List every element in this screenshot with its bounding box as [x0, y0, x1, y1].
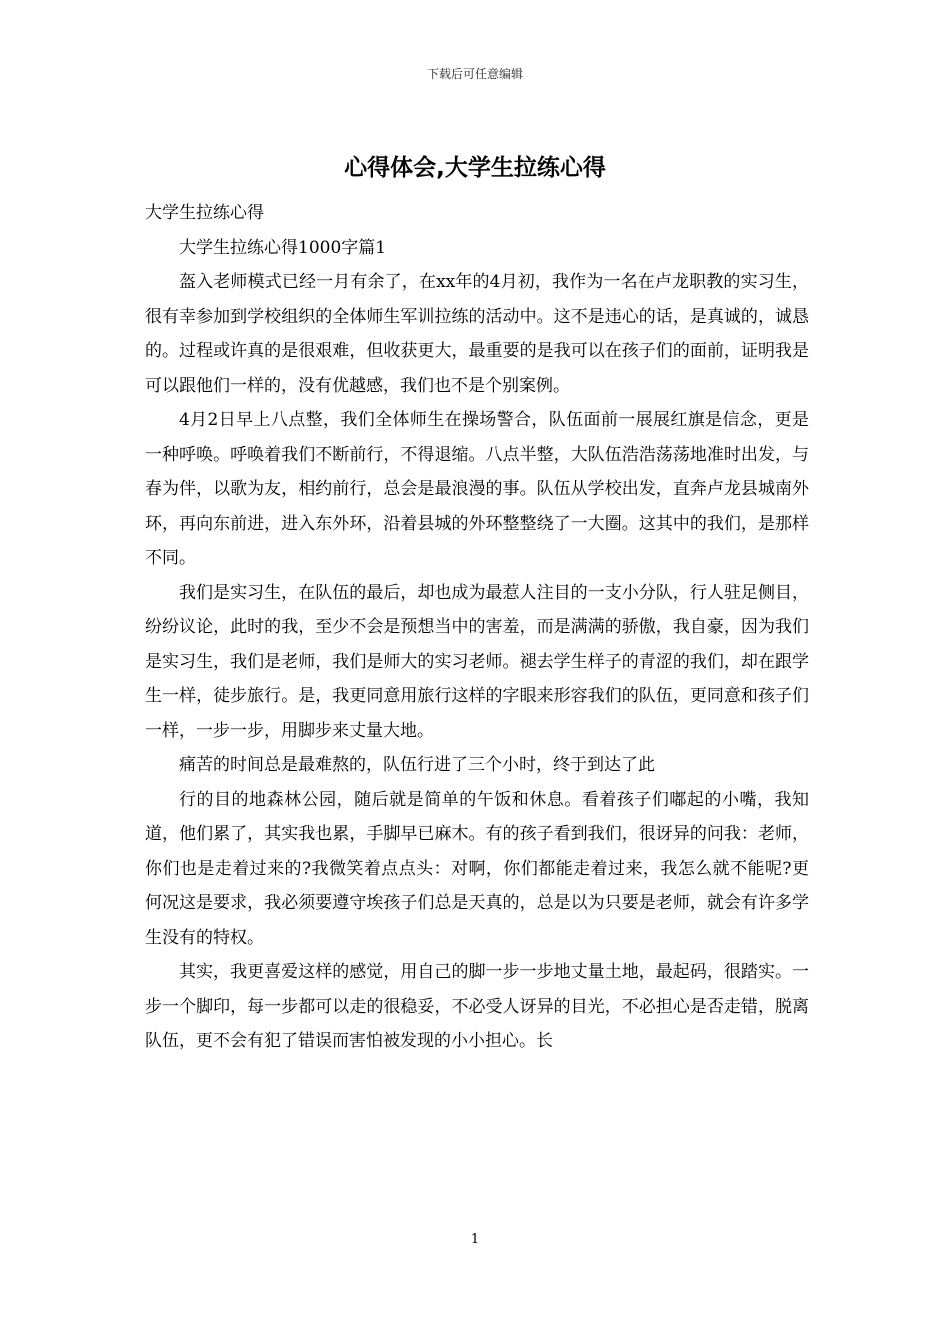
paragraph: 其实，我更喜爱这样的感觉，用自己的脚一步一步地丈量土地，最起码，很踏实。一步一个脚印，每一步都可以走的很稳妥，不必受人讶异的目光，不必担心是否走错，脱离队伍，更不会有犯了错误而害怕被发现的小小担心。长: [145, 962, 809, 1051]
page-number: 1: [470, 1232, 480, 1247]
document-body: [145, 196, 809, 1059]
page-title: 心得体会,大学生拉练心得: [344, 155, 606, 181]
section-heading: 大学生拉练心得1000字篇1: [179, 237, 387, 258]
paragraph: 行的目的地森林公园，随后就是简单的午饭和休息。看着孩子们嘟起的小嘴，我知道，他们累了，其实我也累，手脚早已麻木。有的孩子看到我们，很讶异的问我：老师，你们也是走着过来的?我微笑着点点头：对啊，你们都能走着过来，我怎么就不能呢?更何况这是要求，我必须要遵守埃孩子们总是天真的，总是以为只要是老师，就会有许多学生没有的特权。: [145, 789, 809, 948]
paragraph: 盔入老师模式已经一月有余了，在xx年的4月初，我作为一名在卢龙职教的实习生，很有幸参加到学校组织的全体师生军训拉练的活动中。这不是违心的话，是真诚的，诚恳的。过程或许真的是很艰难，但收获更大，最重要的是我可以在孩子们的面前，证明我是可以跟他们一样的，没有优越感，我们也不是个别案例。: [145, 272, 809, 396]
paragraph: 我们是实习生，在队伍的最后，却也成为最惹人注目的一支小分队，行人驻足侧目，纷纷议论，此时的我，至少不会是预想当中的害羞，而是满满的骄傲，我自豪，因为我们是实习生，我们是老师，我们是师大的实习老师。褪去学生样子的青涩的我们，却在跟学生一样，徒步旅行。是，我更同意用旅行这样的字眼来形容我们的队伍，更同意和孩子们一样，一步一步，用脚步来丈量大地。: [145, 582, 809, 741]
header-note: 下载后可任意编辑: [426, 67, 523, 81]
paragraph: 4月2日早上八点整，我们全体师生在操场警合，队伍面前一展展红旗是信念，更是一种呼唤。呼唤着我们不断前行，不得退缩。八点半整，大队伍浩浩荡荡地准时出发，与春为伴，以歌为友，相约前行，总会是最浪漫的事。队伍从学校出发，直奔卢龙县城南外环，再向东前进，进入东外环，沿着县城的外环整整绕了一大圈。这其中的我们，是那样不同。: [145, 410, 809, 568]
paragraph: 痛苦的时间总是最难熬的，队伍行进了三个小时，终于到达了此: [179, 755, 655, 775]
subtitle: 大学生拉练心得: [145, 203, 264, 223]
